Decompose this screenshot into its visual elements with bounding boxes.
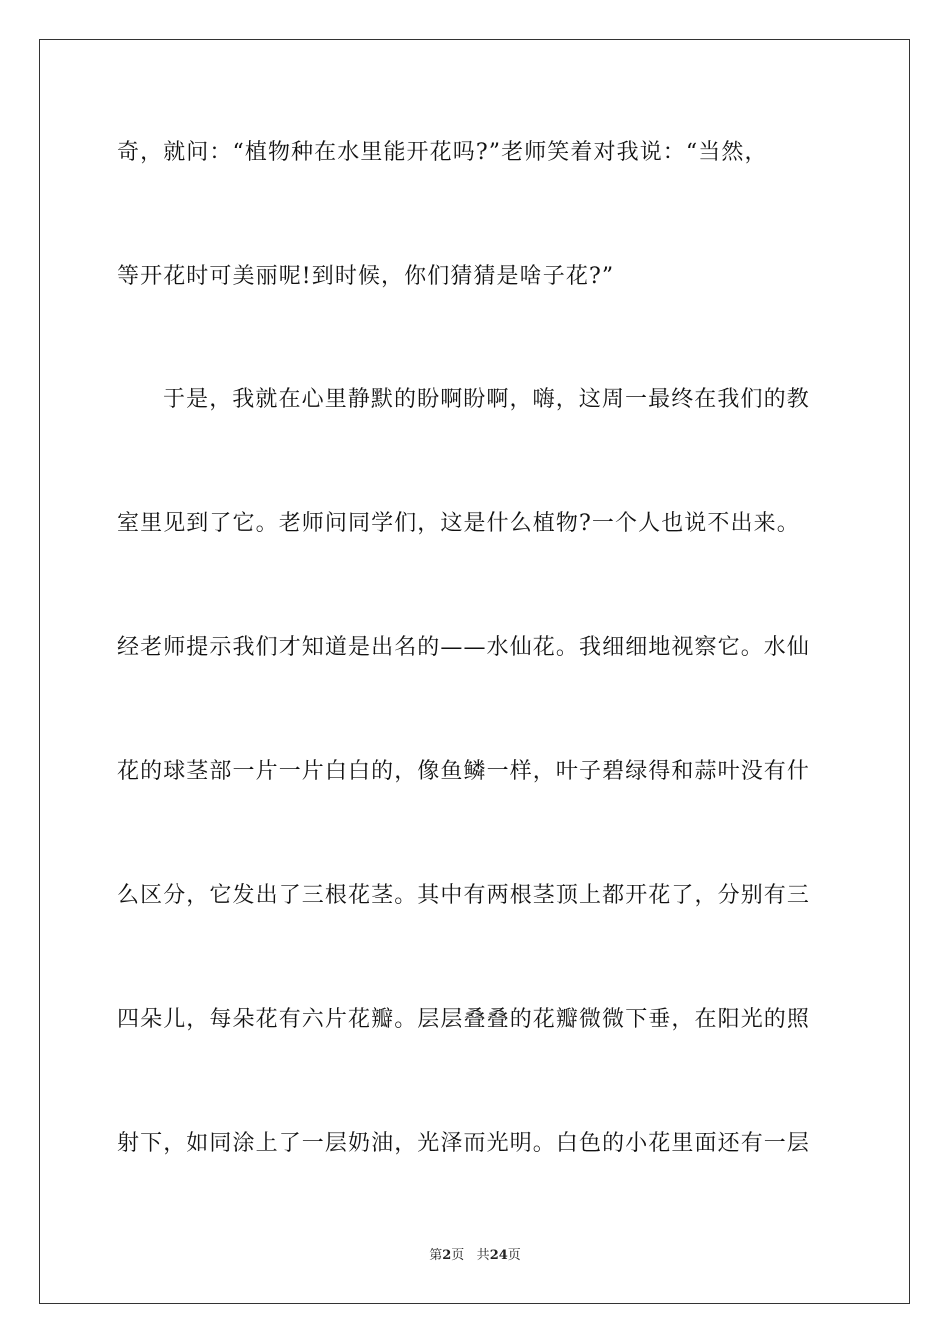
- footer-page-number: 2: [442, 1248, 452, 1263]
- text-line-6: 花的球茎部一片一片白白的，像鱼鳞一样，叶子碧绿得和蒜叶没有什: [117, 759, 811, 784]
- text-line-8: 四朵儿，每朵花有六片花瓣。层层叠叠的花瓣微微下垂，在阳光的照: [117, 1007, 811, 1032]
- page-border: [39, 39, 910, 1304]
- text-line-1: 奇，就问：“植物种在水里能开花吗?”老师笑着对我说：“当然，: [117, 140, 768, 165]
- text-line-4: 室里见到了它。老师问同学们，这是什么植物?一个人也说不出来。: [117, 511, 800, 536]
- text-line-9: 射下，如同涂上了一层奶油，光泽而光明。白色的小花里面还有一层: [117, 1131, 811, 1156]
- text-line-5: 经老师提示我们才知道是出名的——水仙花。我细细地视察它。水仙: [117, 635, 811, 660]
- text-line-7: 么区分，它发出了三根花茎。其中有两根茎顶上都开花了，分别有三: [117, 883, 811, 908]
- page-footer: [0, 1247, 950, 1265]
- footer-total-pages: 24: [489, 1248, 508, 1263]
- footer-total-prefix: 共: [476, 1248, 490, 1263]
- footer-total-suffix: 页: [507, 1248, 521, 1263]
- footer-page-prefix: 第: [429, 1248, 443, 1263]
- text-line-2: 等开花时可美丽呢!到时候，你们猜猜是啥子花?”: [117, 264, 615, 289]
- footer-page-suffix: 页: [451, 1248, 465, 1263]
- text-line-3: 于是，我就在心里静默的盼啊盼啊，嗨，这周一最终在我们的教: [163, 387, 810, 412]
